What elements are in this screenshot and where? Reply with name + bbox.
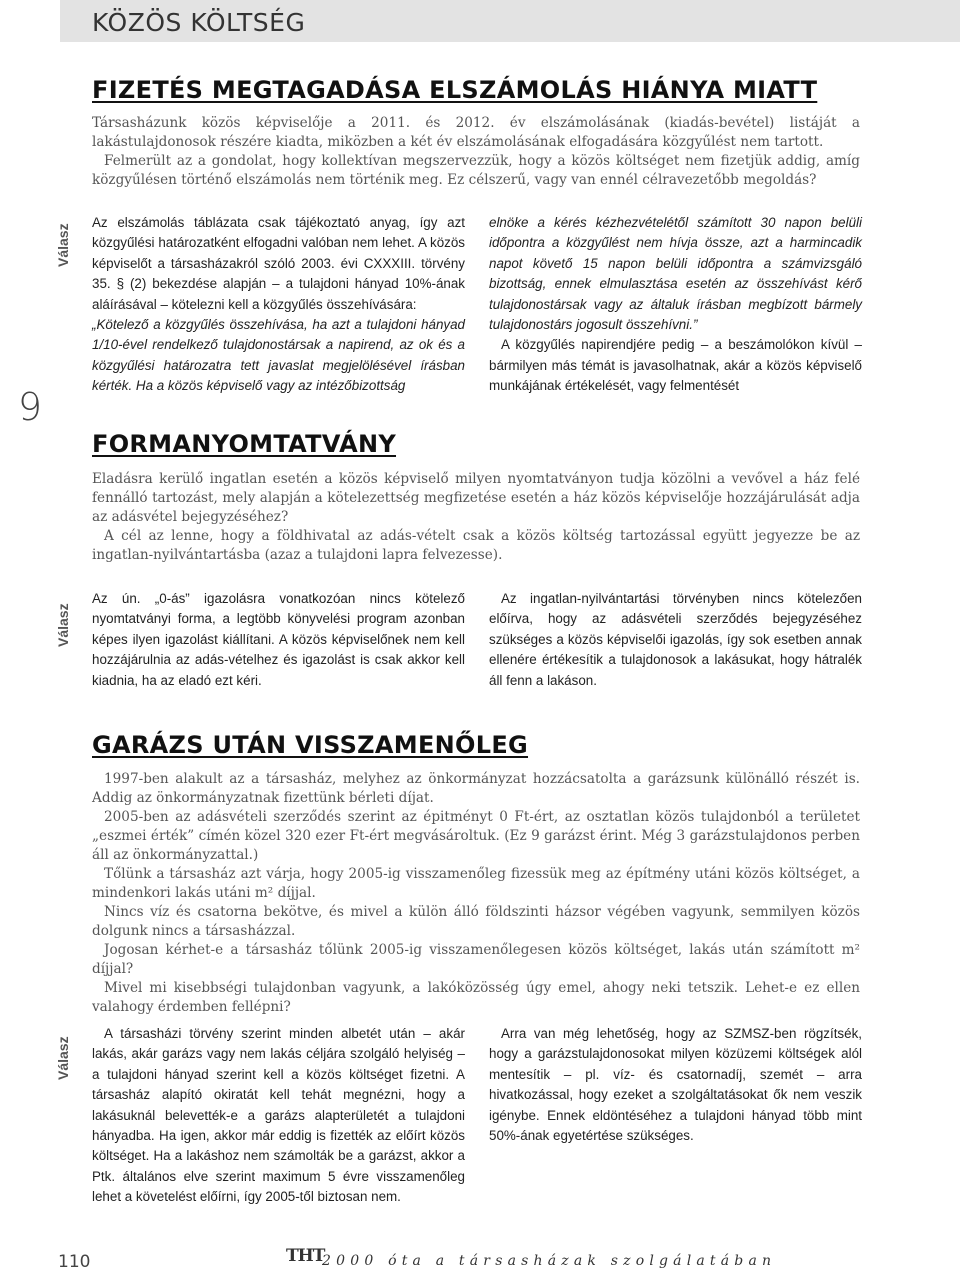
answer-text: A társasházi törvény szerint minden albetét után – akár lakás, akár garázs vagy nem lakás céljára szolgáló helyiség – a tulajdoni hányad szerint kell a közös költséget fizetni. A társasház alapító okiratát kell tehát megnézni, hogy a lakásuknál belevették-e a garázs alapterületét a tulajdoni hányadba. Ha igen, akkor már eddig is fizették az előírt közös költséget. Ha a lakáshoz nem számolták be a garázst, akkor a Ptk. általános elve szerint maximum 5 évre visszamenőleg lehet a követelést előírni, így 2005-től biztosan nem.	[92, 1026, 465, 1205]
question-paragraph: Nincs víz és csatorna bekötve, és mivel a külön álló földszinti házsor végében vagyunk, semmilyen közös dolgunk nincs a társasházzal.	[92, 904, 860, 939]
side-section-number: 9	[17, 385, 43, 429]
question-paragraph: Jogosan kérhet-e a társasház tőlünk 2005-ig visszamenőlegesen közös költséget, lakás után számított m² díjjal?	[92, 942, 860, 977]
answer-left-garazs	[92, 1024, 465, 1208]
section-title-garazs: GARÁZS UTÁN VISSZAMENŐLEG	[92, 731, 529, 759]
section-title-formanyomtatvany: FORMANYOMTATVÁNY	[92, 430, 397, 458]
answer-text: Arra van még lehetőség, hogy az SZMSZ-ben rögzítsék, hogy a garázstulajdonosokat milyen közüzemi költségek alól mentesítik – pl. víz- és csatornadíj, szemét – arra hivatkozással, hogy ezeket a szolgáltatásokat ők nem veszik igénybe. Ennek eldöntéséhez a tulajdoni hányad több mint 50%-ának egyetértése szükséges.	[489, 1026, 862, 1144]
answer-text: Az elszámolás táblázata csak tájékoztató anyag, így azt közgyűlési határozatként elfogadni valóban nem lehet. A közös képviselőt a társasházakról szóló 2003. évi CXXXIII. törvény 35. § (2) bekezdése alapján – a tulajdoni hányad 10%-ának aláírásával – kötelezni kell a közgyűlés összehívására:	[92, 215, 465, 312]
question-paragraph: A cél az lenne, hogy a földhivatal az adás-vételt csak a közös költség tartozással együtt jegyezze be az ingatlan-nyilvántartásba (azaz a tulajdoni lapra felvezesse).	[92, 528, 860, 563]
answer-label: Válasz	[55, 603, 71, 647]
answer-text: Az ún. „0-ás” igazolásra vonatkozóan nincs kötelező nyomtatványi forma, a legtöbb könyvelési program azonban képes ilyen igazolást kiállítani. A közös képviselőnek nem kell hozzájárulnia az adás-vételhez és igazolást is csak akkor kell kiadnia, ha az eladó ezt kéri.	[92, 591, 465, 688]
question-paragraph: 1997-ben alakult az a társasház, melyhez az önkormányzat hozzácsatolta a garázsunk különálló részét is. Addig az önkormányzatnak fizettünk bérleti díjat.	[92, 771, 860, 806]
question-fizetes	[92, 114, 860, 190]
question-paragraph: Tőlünk a társasház azt várja, hogy 2005-ig visszamenőleg fizessük meg az építmény utáni közös költséget, a mindenkori lakás utáni m² díjjal.	[92, 866, 860, 901]
section-title-fizetes: FIZETÉS MEGTAGADÁSA ELSZÁMOLÁS HIÁNYA MIATT	[92, 76, 818, 104]
question-formanyomtatvany	[92, 470, 860, 565]
answer-left-fizetes	[92, 213, 465, 397]
page-number: 110	[58, 1252, 91, 1272]
answer-text: Az ingatlan-nyilvántartási törvényben nincs kötelezően előírva, hogy az adásvételi szerződés bejegyzéséhez szükséges a közös képviselői igazolás, így sok esetben annak ellenére értékesítik a tulajdonosok a lakásukat, hogy hátralék áll fenn a lakáson.	[489, 591, 862, 688]
question-paragraph: Felmerült az a gondolat, hogy kollektívan megszervezzük, hogy a közös költséget nem fizetjük addig, amíg közgyűlésen történő elszámolás nem történik meg. Ez célszerű, vagy van ennél célravezetőbb megoldás?	[92, 153, 860, 188]
answer-left-formanyomtatvany	[92, 589, 465, 691]
question-paragraph: Társasházunk közös képviselője a 2011. és 2012. év elszámolásának (kiadás-bevétel) listáját a lakástulajdonosok részére kiadta, miközben a két év elszámolásának elfogadására közgyűlést nem tartott.	[92, 115, 860, 150]
answer-quote: „Kötelező a közgyűlés összehívása, ha azt a tulajdoni hányad 1/10-ével rendelkező tulajdonostársak a napirend, az ok és a közgyűlési határozatra tett javaslat megjelölésével írásban kérték. Ha a közös képviselő vagy az intézőbizottság	[92, 317, 465, 394]
answer-right-formanyomtatvany	[489, 589, 862, 691]
page-header-title: KÖZÖS KÖLTSÉG	[92, 8, 306, 37]
footer-tagline: 2000 óta a társasházak szolgálatában	[322, 1253, 777, 1269]
answer-right-garazs	[489, 1024, 862, 1146]
question-paragraph: 2005-ben az adásvételi szerződés szerint az épitményt 0 Ft-ért, az osztatlan közös tulajdonból a területet „eszmei érték” címén közel 320 ezer Ft-ért megvásároltuk. (Ez 9 garázst érint. Még 3 garázstulajdonos perben áll az önkormányzattal.)	[92, 809, 860, 863]
answer-text: A közgyűlés napirendjére pedig – a beszámolókon kívül – bármilyen más témát is javasolhatnak, akár a közös képviselő munkájának értékelését, vagy felmentését	[489, 337, 862, 394]
answer-right-fizetes	[489, 213, 862, 397]
question-paragraph: Eladásra kerülő ingatlan esetén a közös képviselő milyen nyomtatványon tudja közölni a vevővel a ház felé fennálló tartozást, mely alapján a kötelezettség megfizetése esetén a ház közös képviselője hozzájárulását adja az adásvétel bejegyzéséhez?	[92, 471, 860, 525]
answer-label: Válasz	[55, 1036, 71, 1080]
publisher-logo: THT	[286, 1246, 325, 1266]
question-paragraph: Mivel mi kisebbségi tulajdonban vagyunk, a lakóközösség úgy emel, ahogy neki tetszik. Lehet-e ez ellen valahogy érdemben fellépni?	[92, 980, 860, 1015]
answer-label: Válasz	[55, 223, 71, 267]
question-garazs	[92, 770, 860, 1017]
answer-quote: elnöke a kérés kézhezvételétől számított 30 napon belüli időpontra a közgyűlést nem hívja össze, azt a harmincadik napot követő 15 napon belüli időpontra a számvizsgáló bizottság, ennek elmulasztása esetén az összehívást kérő tulajdonostársak vagy az általuk írásban megbízott bármely tulajdonostárs jogosult összehívni.”	[489, 215, 862, 333]
